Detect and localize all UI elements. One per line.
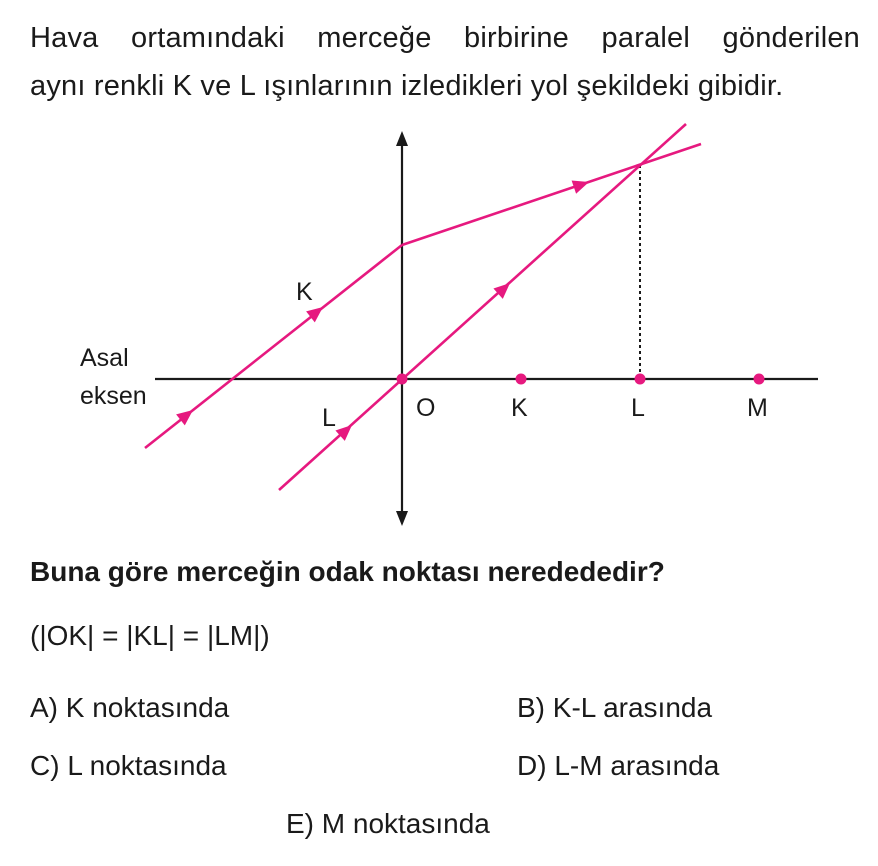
point-k-dot [516, 374, 527, 385]
ray-k-arrow-3 [572, 175, 592, 193]
ray-l-label: L [322, 404, 336, 432]
point-o-dot [397, 374, 408, 385]
axis-label-line1: Asal [80, 344, 129, 372]
ray-k-label: K [296, 278, 313, 306]
option-b[interactable]: B) K-L arasında [517, 692, 713, 723]
axis-label-line2: eksen [80, 382, 147, 410]
option-e[interactable]: E) M noktasında [286, 808, 490, 839]
intro-line-2: aynı renkli K ve L ışınlarının izledikleri yol şekildeki gibidir. [30, 70, 784, 102]
lens-bottom-arrowhead [396, 511, 408, 526]
option-d[interactable]: D) L-M arasında [517, 750, 720, 781]
point-l-label: L [631, 394, 645, 422]
point-l-dot [635, 374, 646, 385]
lens-top-arrowhead [396, 131, 408, 146]
question-text: Buna göre merceğin odak noktası neredededir? [30, 556, 665, 587]
point-k-label: K [511, 394, 528, 422]
option-a[interactable]: A) K noktasında [30, 692, 230, 723]
point-m-label: M [747, 394, 768, 422]
ray-k-refracted [402, 144, 701, 245]
point-o-label: O [416, 394, 436, 422]
intro-line-1: Hava ortamındaki merceğe birbirine paralel gönderilen [30, 22, 860, 54]
option-c[interactable]: C) L noktasında [30, 750, 227, 781]
distance-note: (|OK| = |KL| = |LM|) [30, 620, 270, 651]
point-m-dot [754, 374, 765, 385]
